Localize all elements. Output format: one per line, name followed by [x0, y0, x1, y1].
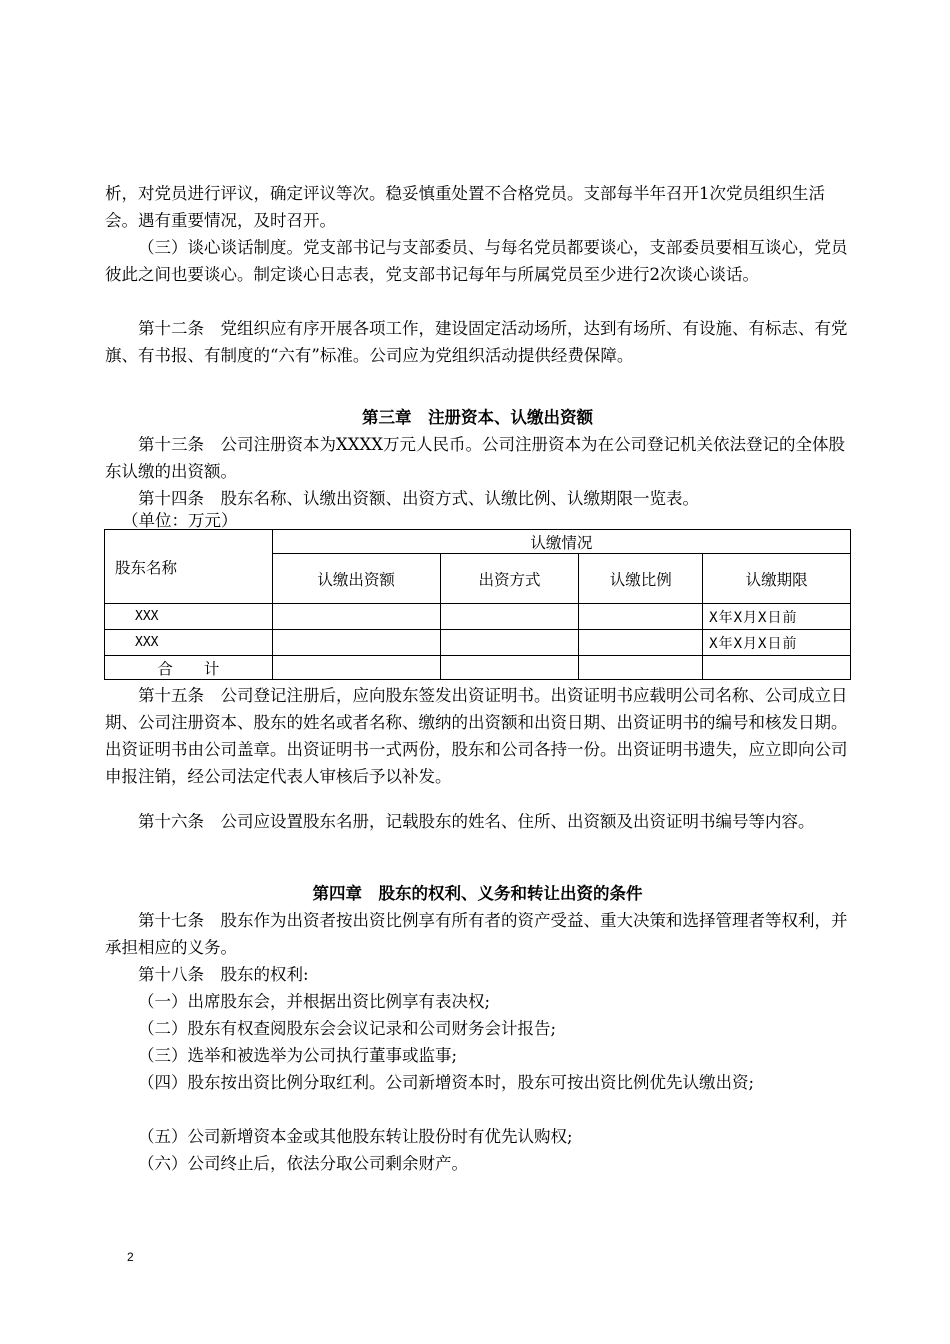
shareholder-name-cell: XXX [105, 630, 273, 656]
table-cell [579, 630, 703, 656]
article-16: 第十六条 公司应设置股东名册，记载股东的姓名、住所、出资额及出资证明书编号等内容。 [138, 812, 815, 831]
table-cell [703, 656, 851, 680]
rights-item-1: （一）出席股东会，并根据出资比例享有表决权; [138, 992, 491, 1011]
page-number: 2 [127, 1250, 134, 1264]
shareholder-name-cell: XXX [105, 604, 273, 630]
table-row [105, 604, 851, 630]
header-shareholder-name: 股东名称 [105, 530, 273, 604]
header-subscribed-amount: 认缴出资额 [272, 554, 440, 604]
table-cell [440, 604, 579, 630]
article-12: 第十二条 党组织应有序开展各项工作，建设固定活动场所，达到有场所、有设施、有标志、有党旗、有书报、有制度的“六有”标准。公司应为党组织活动提供经费保障。 [105, 319, 848, 365]
chapter-3-title: 第三章 注册资本、认缴出资额 [362, 408, 593, 427]
article-18: 第十八条 股东的权利: [138, 965, 309, 984]
header-contribution-method: 出资方式 [440, 554, 579, 604]
table-cell [579, 656, 703, 680]
table-cell [440, 656, 579, 680]
paragraph-talk-system: （三）谈心谈话制度。党支部书记与支部委员、与每名党员都要谈心，支部委员要相互谈心，党员彼此之间也要谈心。制定谈心日志表，党支部书记每年与所属党员至少进行2次谈心谈话。 [105, 238, 848, 284]
header-subscription-ratio: 认缴比例 [579, 554, 703, 604]
table-cell [272, 604, 440, 630]
deadline-cell: X年X月X日前 [703, 630, 851, 656]
rights-item-4: （四）股东按出资比例分取红利。公司新增资本时，股东可按出资比例优先认缴出资; [138, 1073, 755, 1092]
article-13: 第十三条 公司注册资本为XXXX万元人民币。公司注册资本为在公司登记机关依法登记的全体股东认缴的出资额。 [105, 435, 845, 481]
rights-item-2: （二）股东有权查阅股东会会议记录和公司财务会计报告; [138, 1019, 557, 1038]
article-14: 第十四条 股东名称、认缴出资额、出资方式、认缴比例、认缴期限一览表。 [138, 489, 699, 508]
article-17: 第十七条 股东作为出资者按出资比例享有所有者的资产受益、重大决策和选择管理者等权利，并承担相应的义务。 [105, 911, 848, 957]
deadline-cell: X年X月X日前 [703, 604, 851, 630]
rights-item-3: （三）选举和被选举为公司执行董事或监事; [138, 1046, 458, 1065]
table-cell [272, 656, 440, 680]
table-cell [440, 630, 579, 656]
paragraph-continued: 析，对党员进行评议，确定评议等次。稳妥慎重处置不合格党员。支部每半年召开1次党员组织生活会。遇有重要情况，及时召开。 [105, 184, 825, 230]
header-subscription-deadline: 认缴期限 [703, 554, 851, 604]
rights-item-5: （五）公司新增资本金或其他股东转让股份时有优先认购权; [138, 1127, 573, 1146]
article-15: 第十五条 公司登记注册后，应向股东签发出资证明书。出资证明书应载明公司名称、公司成立日期、公司注册资本、股东的姓名或者名称、缴纳的出资额和出资日期、出资证明书的编号和核发日期。出资证明书由公司盖章。出资证明书一式两份，股东和公司各持一份。出资证明书遗失，应立即向公司申报注销，经公司法定代表人审核后予以补发。 [105, 686, 848, 786]
total-label: 合 计 [105, 656, 273, 680]
chapter-4-title: 第四章 股东的权利、义务和转让出资的条件 [312, 884, 643, 903]
rights-item-6: （六）公司终止后，依法分取公司剩余财产。 [138, 1154, 468, 1173]
header-subscription-group: 认缴情况 [272, 530, 850, 554]
table-cell [579, 604, 703, 630]
table-row-total [105, 656, 851, 680]
table-cell [272, 630, 440, 656]
shareholder-table [104, 529, 851, 680]
unit-note: （单位：万元） [122, 511, 238, 530]
table-row [105, 630, 851, 656]
